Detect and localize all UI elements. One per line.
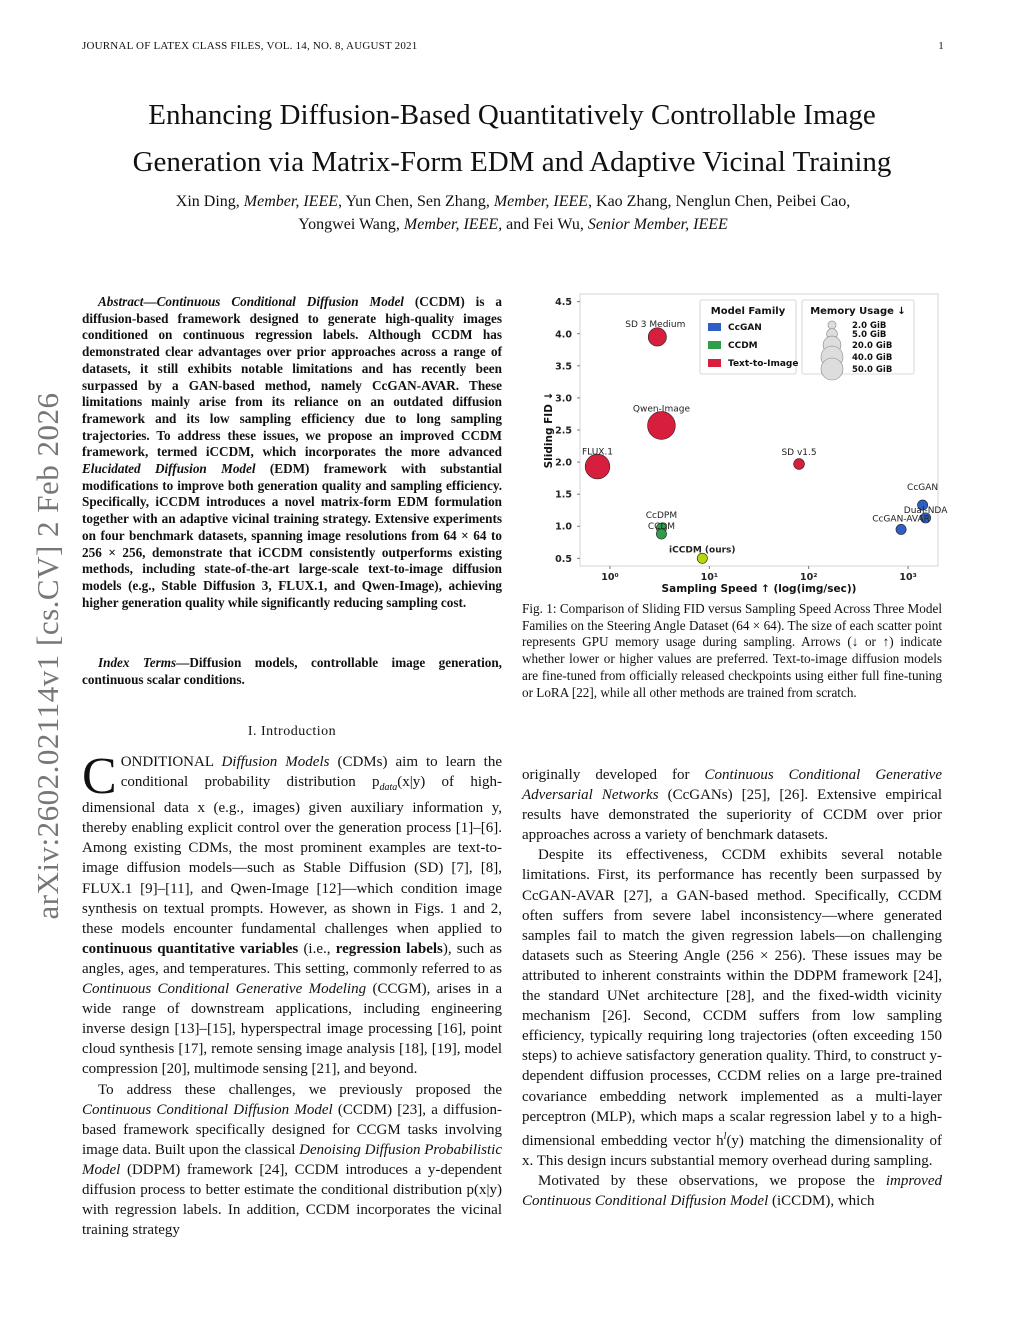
point-label: SD v1.5	[781, 448, 817, 458]
journal-name: JOURNAL OF LATEX CLASS FILES, VOL. 14, NO. 8, AUGUST 2021	[82, 40, 418, 52]
text: (CCDM) [23], a diffusion-based framework specifically designed for CCGM tasks involving image data. Built upon the classical	[82, 1101, 502, 1158]
point-label: CCDM	[647, 521, 676, 532]
memory-legend-label: 50.0 GiB	[852, 365, 893, 375]
memory-legend-label: 20.0 GiB	[852, 341, 893, 351]
arxiv-sidebar	[31, 376, 65, 936]
abstract-label: Abstract	[98, 294, 144, 309]
text: To address these challenges, we previously proposed the	[98, 1081, 502, 1098]
author: Yun Chen, Sen Zhang,	[345, 193, 490, 210]
family-legend-swatch	[708, 341, 721, 349]
y-tick-label: 0.5	[555, 553, 572, 565]
section-heading: I. Introduction	[247, 724, 337, 739]
emph: Denoising Diffusion Probabilistic Model	[82, 1141, 502, 1178]
memory-legend-label: 5.0 GiB	[852, 330, 887, 340]
text: Despite its effectiveness, CCDM exhibits several notable limitations. First, its performance has recently been surpassed by CcGAN-AVAR [27], a GAN-based method. Specifically, CCDM often suffers from severe label inconsistency—where generated samples fail to match the given regression labels—on challenging datasets such as Steering Angle (256 × 256). These issues may be attributed to inherent constraints within the DDPM framework [24], the standard UNet architecture [28], and the fixed-width vicinity mechanism [26]. Second, CCDM suffers from low sampling efficiency, typically requiring long trajectories (often exceeding 150 steps) to achieve satisfactory generation quality. Third, to construct y-dependent diffusion processes, CCDM relies on a large pre-trained covariance embedding network implemented as a multi-layer perceptron (MLP), which maps a scalar regression label y to a high-dimensional embedding vector h	[522, 847, 942, 1149]
data-point	[794, 459, 805, 470]
text: (CCGM), arises in a wide range of downstream applications, including engineering inverse design [13]–[15], hyperspectral image processing [16], point cloud synthesis [17], remote sensing image analysis [18], [19], model compression [20], multimode sensing [21], and beyond.	[82, 981, 502, 1078]
abstract	[82, 294, 502, 611]
emph: improved Continuous Conditional Diffusion Model	[522, 1172, 942, 1209]
x-tick-label: 10⁰	[601, 572, 619, 583]
y-tick-label: 3.0	[555, 393, 572, 405]
text: (i.e.,	[298, 940, 336, 957]
scatter-chart	[522, 290, 948, 595]
subscript: data	[379, 782, 398, 794]
point-label: iCCDM (ours)	[669, 545, 736, 556]
title-line-1: Enhancing Diffusion-Based Quantitatively Controllable Image	[148, 99, 876, 131]
superscript: l	[723, 1130, 727, 1142]
text: ONDITIONAL	[120, 754, 222, 770]
body-paragraph	[522, 765, 942, 845]
family-legend-title: Model Family	[710, 306, 786, 317]
y-tick-label: 3.5	[555, 361, 572, 373]
paper-title	[60, 92, 964, 186]
x-tick-label: 10²	[799, 572, 818, 583]
figure-1	[522, 290, 948, 595]
data-point	[896, 524, 906, 534]
index-terms-label: Index Terms	[98, 655, 177, 670]
bold: regression labels	[335, 940, 443, 957]
emph: Continuous Conditional Generative Modeling	[82, 981, 367, 998]
y-tick-label: 2.0	[555, 457, 572, 469]
author-role: Member, IEEE,	[243, 193, 342, 210]
abstract-term: Continuous Conditional Diffusion Model	[156, 294, 404, 309]
text: Motivated by these observations, we propose the	[538, 1172, 886, 1189]
text: (x|y) of high-dimensional data x (e.g., images) given auxiliary information y, thereby enabling explicit control over the generation process [1]–[6]. Among existing CDMs, the most prominent examples are text-to-image diffusion models—such as Stable Diffusion (SD) [7], [8], FLUX.1 [9]–[11], and Qwen-Image [12]—which condition image synthesis on textual prompts. However, as shown in Figs. 1 and 2, these models encounter fundamental challenges when applied to	[82, 774, 502, 937]
data-point	[648, 412, 676, 440]
memory-legend-circle	[828, 321, 836, 329]
family-legend-label: Text-to-Image	[728, 359, 799, 369]
introduction-text	[82, 748, 502, 1240]
page-number: 1	[938, 40, 944, 52]
point-label: Dual-NDA	[903, 505, 948, 516]
index-terms	[82, 655, 502, 688]
right-column-text	[522, 765, 942, 1211]
emph: Diffusion Models	[221, 754, 330, 770]
index-terms-text: Diffusion models, controllable image generation, continuous scalar conditions.	[82, 655, 502, 687]
title-line-2: Generation via Matrix-Form EDM and Adaptive Vicinal Training	[132, 146, 892, 178]
text: (y) matching the dimensionality of x. This design incurs substantial memory overhead during sampling.	[522, 1132, 942, 1169]
intro-paragraph	[82, 748, 502, 1080]
text: (iCCDM), which	[768, 1192, 875, 1209]
memory-legend-label: 40.0 GiB	[852, 353, 893, 363]
dash: —	[176, 655, 190, 670]
author: Kao Zhang, Nenglun Chen, Peibei Cao,	[596, 193, 851, 210]
emph: Continuous Conditional Diffusion Model	[82, 1101, 333, 1118]
author-role: Member, IEEE,	[493, 193, 593, 210]
author-list	[82, 190, 944, 236]
memory-legend-label: 2.0 GiB	[852, 321, 887, 331]
memory-legend-circle	[821, 358, 843, 380]
body-paragraph	[522, 845, 942, 1171]
emph: Continuous Conditional Generative Adversarial Networks	[522, 767, 942, 804]
text: (DDPM) framework [24], CCDM introduces a y-dependent diffusion process to better estimate the conditional distribution p(x|y) with regression labels. In addition, CCDM incorporates the vicinal training strategy	[82, 1161, 502, 1239]
author: and Fei Wu,	[506, 216, 584, 233]
y-tick-label: 1.5	[555, 489, 572, 501]
x-tick-label: 10¹	[700, 572, 719, 583]
point-label: SD 3 Medium	[625, 319, 686, 330]
author-role: Senior Member, IEEE	[587, 216, 728, 233]
point-label: Qwen-Image	[632, 404, 691, 415]
figure-caption: Fig. 1: Comparison of Sliding FID versus Sampling Speed Across Three Model Families on the Steering Angle Dataset (64 × 64). The size of each scatter point represents GPU memory usage during sampling. Arrows (↓ or ↑) indicate whether lower or higher values are preferred. Text-to-image diffusion models are fine-tuned from officially released checkpoints using either full fine-tuning or LoRA [22], while all other methods are trained from scratch.	[522, 601, 942, 700]
data-point	[585, 454, 610, 479]
abstract-text: (EDM) framework with substantial modifications to improve both generation quality and sampling efficiency. Specifically, iCCDM introduces a novel matrix-form EDM formulation together with an adaptive vicinal training strategy. Extensive experiments on four benchmark datasets, spanning image resolutions from 64 × 64 to 256 × 256, demonstrate that iCCDM consistently outperforms existing methods, including state-of-the-art large-scale text-to-image diffusion models (e.g., Stable Diffusion 3, FLUX.1, and Qwen-Image), achieving higher generation quality while significantly reducing sampling cost.	[82, 461, 502, 610]
y-tick-label: 1.0	[555, 521, 572, 533]
dash: —	[143, 294, 157, 309]
author: Yongwei Wang,	[298, 216, 400, 233]
y-tick-label: 2.5	[555, 425, 572, 437]
family-legend-swatch	[708, 359, 721, 367]
data-point	[648, 328, 666, 346]
text: (CcGANs) [25], [26]. Extensive empirical results have demonstrated the superiority of CCDM over prior approaches across a variety of benchmark datasets.	[522, 787, 942, 844]
arxiv-id: arXiv:2602.02114v1 [cs.CV] 2 Feb 2026	[30, 392, 65, 920]
point-label: CcGAN	[907, 483, 939, 494]
running-header	[82, 40, 944, 56]
y-tick-label: 4.0	[555, 329, 572, 341]
text: (CDMs) aim to learn the conditional probability distribution p	[120, 754, 502, 791]
memory-legend-title: Memory Usage ↓	[810, 306, 906, 317]
point-label: CcDPM	[645, 511, 678, 522]
x-tick-label: 10³	[899, 572, 917, 583]
author-role: Member, IEEE,	[403, 216, 503, 233]
text: ), such as angles, ages, and temperatures. This setting, commonly referred to as	[82, 940, 502, 977]
point-label: CcGAN-AVAR	[872, 514, 930, 525]
author: Xin Ding,	[175, 193, 240, 210]
bold: continuous quantitative variables	[82, 940, 299, 957]
family-legend-label: CCDM	[728, 341, 758, 351]
intro-paragraph	[82, 1080, 502, 1241]
text: originally developed for	[522, 767, 705, 783]
y-tick-label: 4.5	[555, 297, 572, 309]
body-paragraph	[522, 1171, 942, 1211]
point-label: FLUX.1	[581, 447, 614, 458]
abstract-term: Elucidated Diffusion Model	[82, 461, 256, 477]
x-axis-label: Sampling Speed ↑ (log(img/sec))	[661, 583, 857, 595]
drop-cap: C	[82, 748, 117, 805]
family-legend-label: CcGAN	[728, 323, 762, 333]
abstract-text: (CCDM) is a diffusion-based framework designed to generate high-quality images conditioned on continuous regression labels. Although CCDM has demonstrated clear advantages over prior approaches across a range of datasets, it still exhibits notable limitations and has recently been surpassed by a GAN-based method, namely CcGAN-AVAR. These limitations mainly arise from its reliance on an outdated diffusion framework and its low sampling efficiency due to long sampling trajectories. To address these issues, we propose an improved CCDM framework, termed iCCDM, which incorporates the more advanced	[82, 294, 502, 460]
y-axis-label: Sliding FID ↓	[543, 391, 555, 469]
family-legend-swatch	[708, 323, 721, 331]
